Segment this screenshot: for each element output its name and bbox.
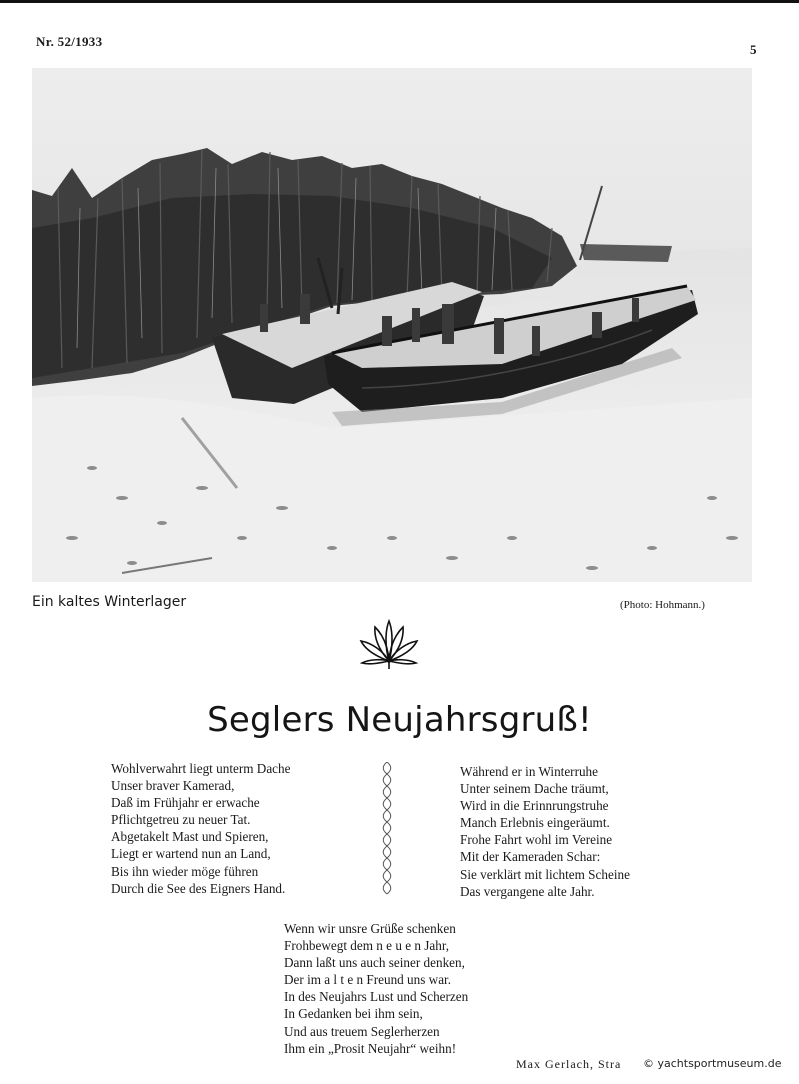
verse-line: Wenn wir unsre Grüße schenken [284, 921, 456, 936]
watermark: © yachtsportmuseum.de [640, 1057, 784, 1070]
bottom-stanza [284, 920, 468, 1057]
poem-author: Max Gerlach, Stra [516, 1057, 622, 1071]
verse-line: Liegt er wartend nun an Land, [111, 846, 271, 862]
verse-line: Sie verklärt mit lichtem Scheine [460, 866, 630, 882]
verse-line: Dann laßt uns auch seiner denken, [284, 955, 465, 971]
winter-boats-photo [32, 68, 752, 582]
verse-line: In des Neujahrs Lust und Scherzen [284, 989, 469, 1005]
verse-line: Manch Erlebnis eingeräumt. [460, 815, 610, 831]
verse-line: Wird in die Erinnrungstruhe [460, 798, 609, 814]
leaf-ornament-icon [358, 617, 420, 671]
issue-number: Nr. 52/1933 [36, 34, 103, 49]
verse-line: In Gedanken bei ihm sein, [284, 1006, 423, 1022]
verse-line: Während er in Winterruhe [460, 764, 598, 779]
verse-line: Bis ihn wieder möge führen [111, 863, 259, 879]
verse-line: Unser braver Kamerad, [111, 778, 235, 794]
verse-line: Abgetakelt Mast und Spieren, [111, 829, 269, 845]
photo-credit: (Photo: Hohmann.) [620, 599, 705, 611]
verse-line: Das vergangene alte Jahr. [460, 883, 595, 899]
verse-line: Unter seinem Dache träumt, [460, 781, 609, 797]
verse-line: Und aus treuem Seglerherzen [284, 1023, 440, 1039]
poem-title: Seglers Neujahrsgruß! [207, 700, 592, 740]
photo-caption: Ein kaltes Winterlager [32, 594, 187, 610]
left-stanza [111, 760, 290, 897]
verse-line: Pflichtgetreu zu neuer Tat. [111, 812, 251, 828]
verse-line: Durch die See des Eigners Hand. [111, 880, 286, 896]
verse-line: Der im a l t e n Freund uns war. [284, 972, 452, 988]
top-rule [0, 0, 799, 3]
verse-line: Ihm ein „Prosit Neujahr“ weihn! [284, 1040, 457, 1056]
verse-line: Frohbewegt dem n e u e n Jahr, [284, 938, 450, 954]
verse-line: Frohe Fahrt wohl im Vereine [460, 832, 613, 848]
verse-line: Mit der Kameraden Schar: [460, 849, 601, 865]
ornamental-divider [380, 762, 394, 898]
right-stanza [460, 763, 630, 900]
page-number: 5 [750, 42, 757, 57]
verse-line: Wohlverwahrt liegt unterm Dache [111, 761, 291, 776]
verse-line: Daß im Frühjahr er erwache [111, 795, 260, 811]
